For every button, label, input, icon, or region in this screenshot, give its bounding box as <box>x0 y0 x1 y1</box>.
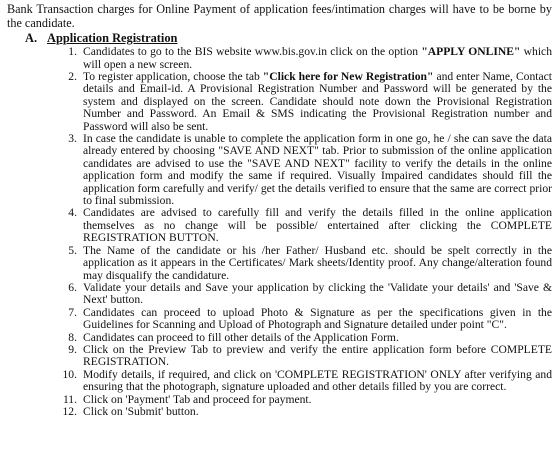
step-4 <box>7 207 552 244</box>
section-heading <box>25 31 552 45</box>
step-6 <box>7 282 552 307</box>
step-text: The Name of the candidate or his /her Father/ Husband etc. should be spelt correctly in the application as it appears in the Certificates/ Mark sheets/Identity proof. Any change/alteration found may disqualify the candidature. <box>83 243 552 282</box>
step-text: Candidates can proceed to upload Photo & Signature as per the specifications given in the Guidelines for Scanning and Upload of Photograph and Signature detailed under point "C". <box>83 305 552 332</box>
step-number: 12. <box>62 404 77 418</box>
step-text: To register application, choose the tab "Click here for New Registration" and enter Name, Contact details and Email-id. A Provisional Registration Number and Password will be generated by the system and displayed on the screen. Candidate should note down the Provisional Registration Number and Password. An Email & SMS indicating the Provisional Registration number and Password will also be sent. <box>83 70 553 133</box>
step-9 <box>7 344 552 369</box>
step-text: Validate your details and Save your application by clicking the 'Validate your details' and 'Save & Next' button. <box>83 280 552 307</box>
step-number: 2. <box>68 70 77 83</box>
step-10 <box>7 369 552 394</box>
step-5 <box>7 245 552 282</box>
step-text: Click on 'Submit' button. <box>83 404 199 418</box>
intro-paragraph: Bank Transaction charges for Online Payment of application fees/intimation charges will have to be borne by the candidate. <box>7 2 552 30</box>
step-7 <box>7 307 552 332</box>
step-text: Candidates to go to the BIS website www.bis.gov.in click on the option "APPLY ONLINE" which will open a new screen. <box>83 45 552 71</box>
step-number: 8. <box>68 330 77 344</box>
step-text: Modify details, if required, and click on 'COMPLETE REGISTRATION' ONLY after verifying and ensuring that the photograph, signature uploaded and other details filled by you are correct. <box>83 367 552 394</box>
step-number: 6. <box>68 280 77 294</box>
step-2 <box>7 71 552 133</box>
step-number: 5. <box>68 243 77 257</box>
registration-steps-list <box>7 46 552 418</box>
step-1 <box>7 46 552 71</box>
step-number: 4. <box>68 206 77 220</box>
step-text: Candidates are advised to carefully fill and verify the details filled in the online application themselves as no change will be possible/ entertained after clicking the COMPLETE REGISTRATION BUTTON. <box>83 206 552 245</box>
step-number: 9. <box>68 342 77 356</box>
step-text: In case the candidate is unable to complete the application form in one go, he / she can save the data already entered by choosing "SAVE AND NEXT" tab. Prior to submission of the online application candidates are advised to use the "SAVE AND NEXT" facility to verify the details in the online application form and modify the same if required. Visually Impaired candidates should fill the application form carefully and verify/ get the details verified to ensure that the same are correct prior to final submission. <box>83 132 552 208</box>
step-number: 11. <box>62 392 77 406</box>
step-text: Click on the Preview Tab to preview and verify the entire application form before COMPLETE REGISTRATION. <box>83 342 552 369</box>
step-12 <box>7 406 552 418</box>
section-title: Application Registration <box>47 31 178 46</box>
step-3 <box>7 133 552 207</box>
step-number: 1. <box>68 45 77 59</box>
step-number: 3. <box>68 132 77 146</box>
step-number: 10. <box>62 367 77 381</box>
section-letter: A. <box>25 31 38 46</box>
step-text: Click on 'Payment' Tab and proceed for payment. <box>83 392 312 406</box>
step-number: 7. <box>68 305 77 319</box>
step-text: Candidates can proceed to fill other details of the Application Form. <box>83 330 399 344</box>
